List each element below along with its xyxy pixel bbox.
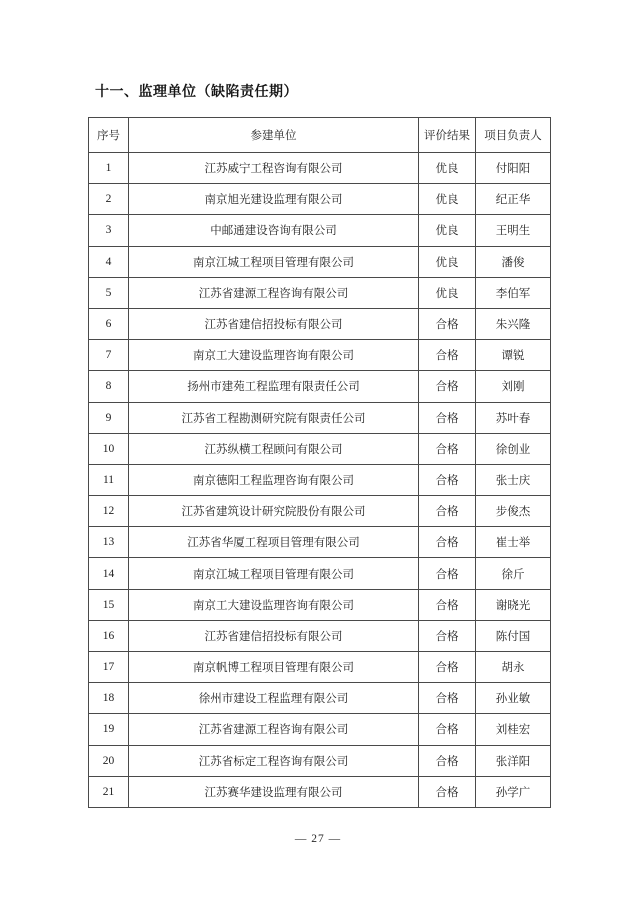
evaluation-result-cell: 合格 (419, 527, 476, 558)
unit-name-cell: 江苏纵横工程顾问有限公司 (129, 433, 419, 464)
table-row (89, 683, 551, 714)
header-cell-evaluation-result: 评价结果 (419, 118, 476, 153)
serial-number-cell: 4 (89, 246, 129, 277)
serial-number-cell: 18 (89, 683, 129, 714)
evaluation-result-cell: 合格 (419, 620, 476, 651)
unit-name-cell: 江苏省建信招投标有限公司 (129, 308, 419, 339)
table-row (89, 340, 551, 371)
project-leader-cell: 胡永 (476, 652, 551, 683)
header-cell-project-leader: 项目负责人 (476, 118, 551, 153)
table-row (89, 402, 551, 433)
unit-name-cell: 南京江城工程项目管理有限公司 (129, 558, 419, 589)
serial-number-cell: 20 (89, 745, 129, 776)
evaluation-result-cell: 合格 (419, 340, 476, 371)
table-row (89, 308, 551, 339)
serial-number-cell: 11 (89, 464, 129, 495)
unit-name-cell: 南京工大建设监理咨询有限公司 (129, 589, 419, 620)
project-leader-cell: 谢晓光 (476, 589, 551, 620)
header-cell-serial-number: 序号 (89, 118, 129, 153)
supervision-units-table (88, 117, 551, 808)
serial-number-cell: 1 (89, 153, 129, 184)
table-row (89, 652, 551, 683)
evaluation-result-cell: 合格 (419, 745, 476, 776)
evaluation-result-cell: 优良 (419, 215, 476, 246)
unit-name-cell: 中邮通建设咨询有限公司 (129, 215, 419, 246)
unit-name-cell: 江苏省建源工程咨询有限公司 (129, 277, 419, 308)
unit-name-cell: 江苏赛华建设监理有限公司 (129, 776, 419, 807)
project-leader-cell: 纪正华 (476, 184, 551, 215)
project-leader-cell: 陈付国 (476, 620, 551, 651)
table-row (89, 215, 551, 246)
serial-number-cell: 12 (89, 496, 129, 527)
serial-number-cell: 7 (89, 340, 129, 371)
table-body (89, 153, 551, 808)
unit-name-cell: 南京德阳工程监理咨询有限公司 (129, 464, 419, 495)
table-row (89, 433, 551, 464)
table-row (89, 620, 551, 651)
table-row (89, 184, 551, 215)
evaluation-result-cell: 优良 (419, 184, 476, 215)
unit-name-cell: 江苏省工程勘测研究院有限责任公司 (129, 402, 419, 433)
unit-name-cell: 南京江城工程项目管理有限公司 (129, 246, 419, 277)
evaluation-result-cell: 合格 (419, 402, 476, 433)
serial-number-cell: 9 (89, 402, 129, 433)
evaluation-result-cell: 合格 (419, 589, 476, 620)
table-row (89, 745, 551, 776)
unit-name-cell: 南京工大建设监理咨询有限公司 (129, 340, 419, 371)
evaluation-result-cell: 合格 (419, 464, 476, 495)
serial-number-cell: 13 (89, 527, 129, 558)
table-row (89, 714, 551, 745)
serial-number-cell: 3 (89, 215, 129, 246)
table-row (89, 496, 551, 527)
evaluation-result-cell: 合格 (419, 652, 476, 683)
serial-number-cell: 6 (89, 308, 129, 339)
page-number: — 27 — (294, 833, 342, 845)
table-row (89, 371, 551, 402)
project-leader-cell: 潘俊 (476, 246, 551, 277)
project-leader-cell: 朱兴隆 (476, 308, 551, 339)
header-cell-unit-name: 参建单位 (129, 118, 419, 153)
unit-name-cell: 江苏威宁工程咨询有限公司 (129, 153, 419, 184)
project-leader-cell: 张士庆 (476, 464, 551, 495)
serial-number-cell: 21 (89, 776, 129, 807)
project-leader-cell: 步俊杰 (476, 496, 551, 527)
unit-name-cell: 江苏省华厦工程项目管理有限公司 (129, 527, 419, 558)
serial-number-cell: 5 (89, 277, 129, 308)
table-row (89, 464, 551, 495)
project-leader-cell: 苏叶春 (476, 402, 551, 433)
header-row (89, 118, 551, 153)
serial-number-cell: 19 (89, 714, 129, 745)
serial-number-cell: 14 (89, 558, 129, 589)
project-leader-cell: 孙学广 (476, 776, 551, 807)
project-leader-cell: 李伯军 (476, 277, 551, 308)
table-row (89, 558, 551, 589)
project-leader-cell: 张洋阳 (476, 745, 551, 776)
project-leader-cell: 孙业敏 (476, 683, 551, 714)
unit-name-cell: 南京旭光建设监理有限公司 (129, 184, 419, 215)
unit-name-cell: 江苏省建信招投标有限公司 (129, 620, 419, 651)
evaluation-result-cell: 合格 (419, 714, 476, 745)
unit-name-cell: 江苏省建筑设计研究院股份有限公司 (129, 496, 419, 527)
unit-name-cell: 江苏省建源工程咨询有限公司 (129, 714, 419, 745)
project-leader-cell: 付阳阳 (476, 153, 551, 184)
evaluation-result-cell: 合格 (419, 496, 476, 527)
table-row (89, 776, 551, 807)
table-row (89, 527, 551, 558)
project-leader-cell: 刘刚 (476, 371, 551, 402)
project-leader-cell: 刘桂宏 (476, 714, 551, 745)
evaluation-result-cell: 优良 (419, 277, 476, 308)
evaluation-result-cell: 合格 (419, 558, 476, 589)
project-leader-cell: 谭锐 (476, 340, 551, 371)
evaluation-result-cell: 合格 (419, 433, 476, 464)
evaluation-result-cell: 合格 (419, 371, 476, 402)
project-leader-cell: 徐斤 (476, 558, 551, 589)
table-row (89, 277, 551, 308)
serial-number-cell: 10 (89, 433, 129, 464)
serial-number-cell: 8 (89, 371, 129, 402)
table-row (89, 246, 551, 277)
table-row (89, 589, 551, 620)
project-leader-cell: 崔士举 (476, 527, 551, 558)
evaluation-result-cell: 合格 (419, 683, 476, 714)
project-leader-cell: 徐创业 (476, 433, 551, 464)
unit-name-cell: 江苏省标定工程咨询有限公司 (129, 745, 419, 776)
unit-name-cell: 扬州市建苑工程监理有限责任公司 (129, 371, 419, 402)
serial-number-cell: 17 (89, 652, 129, 683)
project-leader-cell: 王明生 (476, 215, 551, 246)
unit-name-cell: 南京帆博工程项目管理有限公司 (129, 652, 419, 683)
evaluation-result-cell: 优良 (419, 246, 476, 277)
serial-number-cell: 15 (89, 589, 129, 620)
table-row (89, 153, 551, 184)
serial-number-cell: 2 (89, 184, 129, 215)
evaluation-result-cell: 优良 (419, 153, 476, 184)
section-title: 十一、监理单位（缺陷责任期） (95, 83, 298, 99)
evaluation-result-cell: 合格 (419, 308, 476, 339)
evaluation-result-cell: 合格 (419, 776, 476, 807)
table-header (89, 118, 551, 153)
serial-number-cell: 16 (89, 620, 129, 651)
unit-name-cell: 徐州市建设工程监理有限公司 (129, 683, 419, 714)
